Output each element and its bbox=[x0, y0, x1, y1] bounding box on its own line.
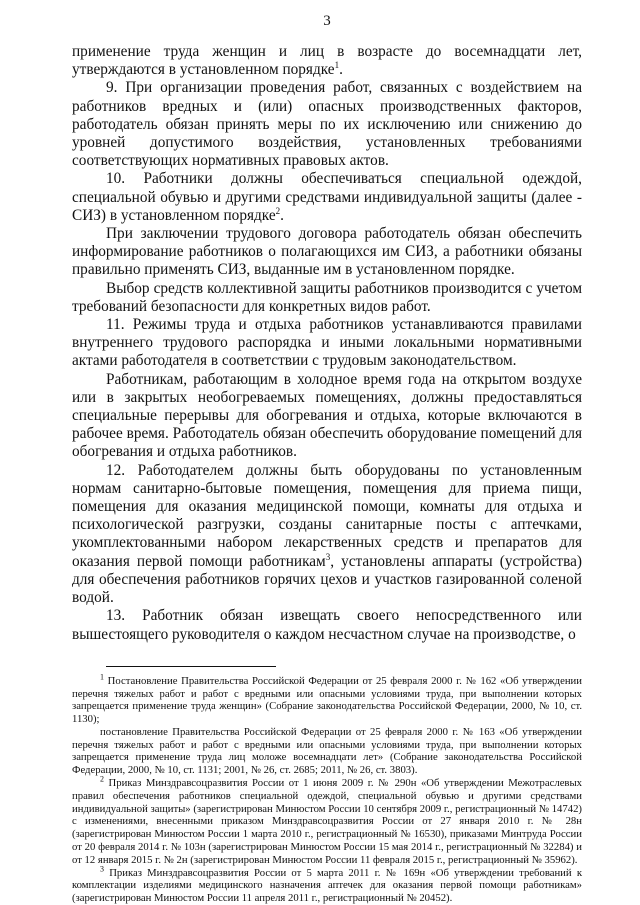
paragraph: 13. Работник обязан извещать своего непосредственного или вышестоящего руководителя о каждом несчастном случае на производстве, о bbox=[72, 607, 582, 643]
footnote-ref[interactable]: 3 bbox=[325, 551, 331, 562]
footnote: $^2$ Приказ Минздравсоцразвития России от 1 июня 2009 г. № 290н «Об утверждении Межотраслевых правил обеспечения работников специальной одеждой, специальной обувью и другими средствами индивидуальной защиты» (зарегистрирован Минюстом России 10 сентября 2009 г., регистрационный № 14742) с изменениями, внесенными приказом Минздравсоцразвития России от 27 января 2010 г. № 28н (зарегистрирован Минюстом России 1 марта 2010 г., регистрационный № 16530), приказами Минтруда России от 20 февраля 2014 г. № 103н (зарегистрирован Минюстом России 15 мая 2014 г., регистрационный № 32284) и от 12 января 2015 г. № 2н (зарегистрирован Минюстом России 11 февраля 2015 г., регистрационный № 35962). bbox=[72, 774, 583, 866]
paragraph: 10. Работники должны обеспечиваться специальной одеждой, специальной обувью и другими средствами индивидуальной защиты (далее - СИЗ) в установленном порядке$^2$. bbox=[72, 170, 582, 224]
paragraph: 9. При организации проведения работ, связанных с воздействием на работников вредных и (или) опасных производственных факторов, работодатель обязан принять меры по их исключению или снижению до уровней допустимого воздействия, установленных требованиями соответствующих нормативных правовых актов. bbox=[72, 79, 582, 170]
footnote-ref[interactable]: 1 bbox=[334, 60, 340, 71]
paragraph: Выбор средств коллективной защиты работников производится с учетом требований безопасности для конкретных видов работ. bbox=[72, 279, 582, 315]
footnotes bbox=[72, 672, 583, 905]
paragraph: 12. Работодателем должны быть оборудованы по установленным нормам санитарно-бытовые помещения, помещения для приема пищи, помещения для оказания медицинской помощи, комнаты для отдыха и психологической разгрузки, созданы санитарные посты с аптечками, укомплектованными набором лекарственных средств и препаратов для оказания первой помощи работникам$^3$, установлены аппараты (устройства) для обеспечения работников горячих цехов и участков газированной соленой водой. bbox=[72, 461, 582, 607]
footnote: $^3$ Приказ Минздравсоцразвития России от 5 марта 2011 г. № 169н «Об утверждении требований к комплектации изделиями медицинского назначения аптечек для оказания первой помощи работникам» (зарегистрирован Минюстом России 11 апреля 2011 г., регистрационный № 20452). bbox=[72, 864, 583, 905]
body-text bbox=[72, 43, 582, 644]
paragraph: 11. Режимы труда и отдыха работников устанавливаются правилами внутреннего трудового распорядка и иными локальными нормативными актами работодателя в соответствии с трудовым законодательством. bbox=[72, 316, 582, 370]
footnote-divider bbox=[106, 666, 276, 667]
footnote: постановление Правительства Российской Федерации от 25 февраля 2000 г. № 163 «Об утверждении перечня тяжелых работ и работ с вредными или опасными условиями труда, при выполнении которых запрещается применение труда лиц моложе восемнадцати лет» (Собрание законодательства Российской Федерации, 2000, № 10, ст. 1131; 2001, № 26, ст. 2685; 2011, № 26, ст. 3803). bbox=[72, 725, 582, 777]
paragraph: Работникам, работающим в холодное время года на открытом воздухе или в закрытых необогреваемых помещениях, должны предоставляться специальные перерывы для обогревания и отдыха, которые включаются в рабочее время. Работодатель обязан обеспечить оборудование помещений для обогревания и отдыха работников. bbox=[72, 370, 582, 461]
paragraph: При заключении трудового договора работодатель обязан обеспечить информирование работников о полагающихся им СИЗ, а работники обязаны правильно применять СИЗ, выданные им в установленном порядке. bbox=[72, 225, 582, 279]
page-number: 3 bbox=[323, 13, 331, 29]
footnote-ref[interactable]: 2 bbox=[275, 205, 281, 216]
paragraph: применение труда женщин и лиц в возрасте до восемнадцати лет, утверждаются в установленном порядке$^1$. bbox=[72, 43, 582, 79]
footnote: $^1$ Постановление Правительства Российской Федерации от 25 февраля 2000 г. № 162 «Об утверждении перечня тяжелых работ и работ с вредными или опасными условиями труда, при выполнении которых запрещается применение труда женщин» (Собрание законодательства Российской Федерации, 2000, № 10, ст. 1130); bbox=[72, 672, 582, 726]
